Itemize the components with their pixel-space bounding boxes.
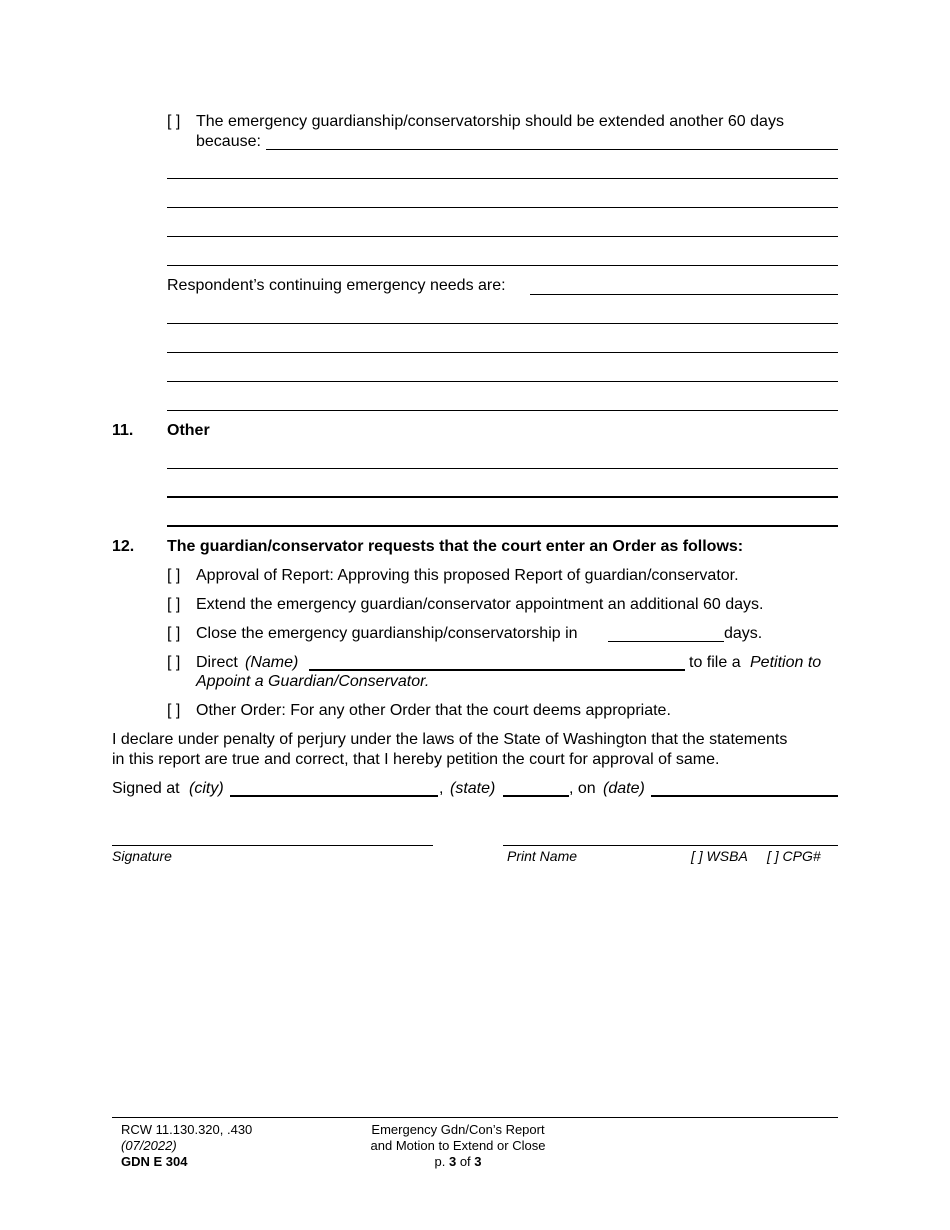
print-name-label: Print Name <box>507 848 578 864</box>
state-field[interactable] <box>503 795 569 797</box>
other-line[interactable] <box>167 496 838 498</box>
section-11-number: 11. <box>112 422 134 439</box>
footer-page-current: 3 <box>448 1154 457 1169</box>
extend-reason-line[interactable] <box>167 265 838 266</box>
extend-reason-line[interactable] <box>167 236 838 237</box>
extend-reason-line[interactable] <box>266 149 838 150</box>
other-order-checkbox[interactable]: [ ] <box>167 702 181 719</box>
city-hint: (city) <box>189 780 224 797</box>
declaration-line2: in this report are true and correct, that I hereby petition the court for approval of same. <box>112 751 720 768</box>
extend-text-line2: because: <box>196 133 261 150</box>
extend-reason-line[interactable] <box>167 207 838 208</box>
footer-title <box>358 1122 558 1170</box>
other-line[interactable] <box>167 525 838 527</box>
city-comma: , <box>439 780 444 797</box>
footer-form-number: GDN E 304 <box>121 1154 188 1169</box>
approval-option: Approval of Report: Approving this proposed Report of guardian/conservator. <box>196 567 739 584</box>
direct-petition-line1: Petition to <box>750 654 822 671</box>
cpg-checkbox[interactable]: [ ] CPG# <box>767 848 821 864</box>
date-hint: (date) <box>603 780 645 797</box>
state-hint: (state) <box>450 780 496 797</box>
footer-rcw: RCW 11.130.320, .430 <box>121 1122 253 1137</box>
close-option-suffix: days. <box>724 625 763 642</box>
signed-at-label: Signed at <box>112 780 180 797</box>
declaration-line1: I declare under penalty of perjury under the laws of the State of Washington that the statements <box>112 731 788 748</box>
direct-prefix: Direct <box>196 654 238 671</box>
footer-title-line1: Emergency Gdn/Con’s Report <box>371 1122 545 1137</box>
footer-date: (07/2022) <box>121 1138 177 1153</box>
extend-order-option: Extend the emergency guardian/conservator appointment an additional 60 days. <box>196 596 764 613</box>
close-days-field[interactable] <box>608 641 724 642</box>
needs-line[interactable] <box>167 410 838 411</box>
section-12-number: 12. <box>112 538 135 555</box>
needs-label: Respondent’s continuing emergency needs are: <box>167 277 506 294</box>
extend-text-line1: The emergency guardianship/conservatorship should be extended another 60 days <box>196 113 784 130</box>
needs-line[interactable] <box>167 381 838 382</box>
signature-label: Signature <box>112 848 172 864</box>
needs-line[interactable] <box>167 352 838 353</box>
footer-divider <box>112 1117 838 1118</box>
footer-title-line2: and Motion to Extend or Close <box>370 1138 546 1153</box>
needs-line[interactable] <box>167 323 838 324</box>
on-label: , on <box>569 780 596 797</box>
needs-line[interactable] <box>530 294 838 295</box>
other-order-option: Other Order: For any other Order that the court deems appropriate. <box>196 702 671 719</box>
approval-checkbox[interactable]: [ ] <box>167 567 181 584</box>
section-12-title: The guardian/conservator requests that the court enter an Order as follows: <box>167 538 744 555</box>
close-checkbox[interactable]: [ ] <box>167 625 181 642</box>
date-field[interactable] <box>651 795 838 797</box>
footer-page-total: 3 <box>474 1154 482 1169</box>
city-field[interactable] <box>230 795 438 797</box>
footer-page-of: of <box>459 1154 471 1169</box>
direct-petition-line2: Appoint a Guardian/Conservator. <box>196 673 430 690</box>
direct-name-hint: (Name) <box>245 654 299 671</box>
close-option-prefix: Close the emergency guardianship/conservatorship in <box>196 625 578 642</box>
footer-page-number <box>358 1154 558 1170</box>
wsba-checkbox[interactable]: [ ] WSBA <box>691 848 748 864</box>
other-line[interactable] <box>167 468 838 469</box>
section-11-title: Other <box>167 422 210 439</box>
extend-reason-line[interactable] <box>167 178 838 179</box>
footer-page-prefix: p. <box>434 1154 446 1169</box>
direct-name-field[interactable] <box>309 669 685 671</box>
direct-checkbox[interactable]: [ ] <box>167 654 181 671</box>
direct-mid: to file a <box>689 654 741 671</box>
extend-order-checkbox[interactable]: [ ] <box>167 596 181 613</box>
extend-checkbox[interactable]: [ ] <box>167 113 181 130</box>
